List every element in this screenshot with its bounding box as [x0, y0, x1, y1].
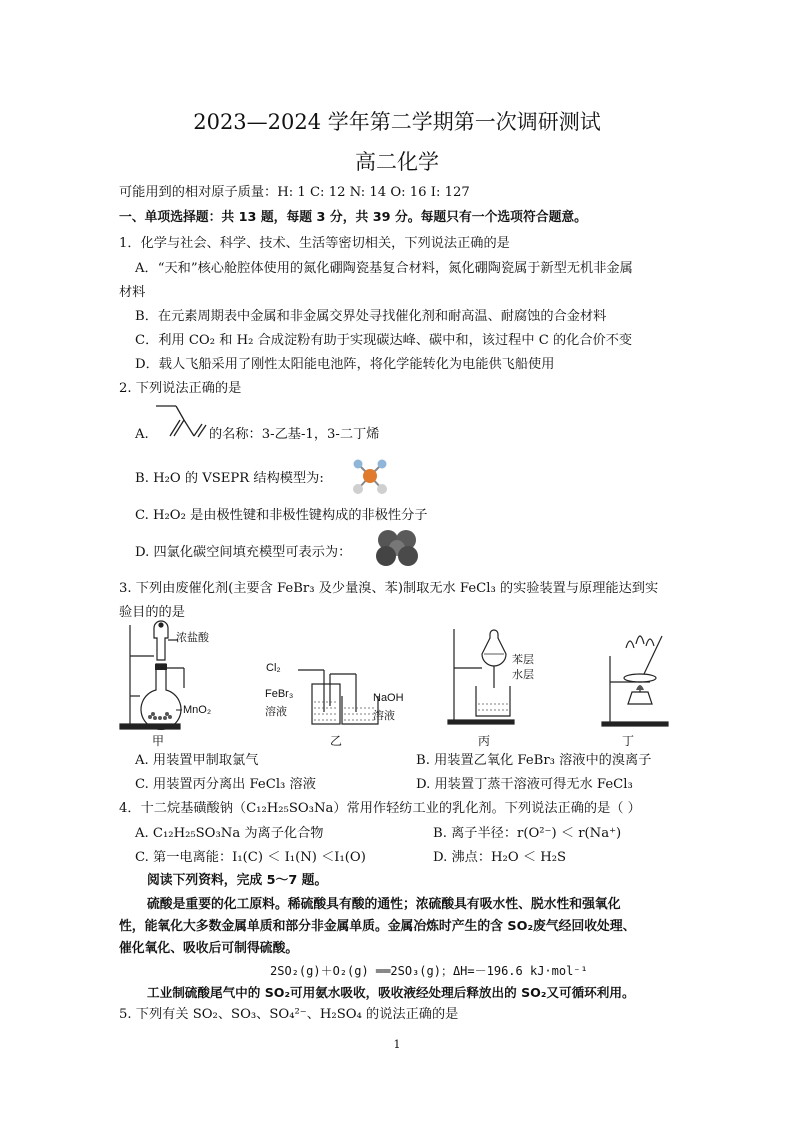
q1-option-b: B．在元素周期表中金属和非金属交界处寻找催化剂和耐高温、耐腐蚀的合金材料 — [135, 309, 607, 324]
exam-subtitle: 高二化学 — [355, 150, 439, 174]
q4-option-d: D. 沸点：H₂O ＜ H₂S — [433, 850, 567, 865]
caption-yi: 乙 — [330, 734, 343, 748]
reading-intro: 阅读下列资料，完成 5～7 题。 — [147, 873, 328, 888]
reading-paragraph-3: 催化氧化、吸收后可制得硫酸。 — [119, 941, 299, 956]
caption-bing: 丙 — [478, 734, 491, 748]
label-conc-hcl: 浓盐酸 — [176, 632, 209, 644]
q5-stem: 5. 下列有关 SO₂、SO₃、SO₄²⁻、H₂SO₄ 的说法正确的是 — [119, 1007, 459, 1022]
exam-title: 2023—2024 学年第二学期第一次调研测试 — [193, 110, 601, 134]
q2-option-d: D. 四氯化碳空间填充模型可表示为： — [135, 545, 352, 560]
label-cl2: Cl₂ — [266, 662, 281, 674]
q2-option-b: B. H₂O 的 VSEPR 结构模型为: — [135, 471, 324, 486]
ccl4-space-filling-model-figure — [374, 528, 420, 568]
q4-stem: 4．十二烷基磺酸钠（C₁₂H₂₅SO₃Na）常用作轻纺工业的乳化剂。下列说法正确的是（ ） — [119, 801, 641, 816]
page-number: 1 — [393, 1038, 401, 1051]
water-vsepr-model-figure — [350, 456, 390, 496]
reading-paragraph-2: 性，能氧化大多数金属单质和部分非金属单质。金属冶炼时产生的含 SO₂废气经回收处理、 — [119, 919, 636, 934]
reaction-equation: 2SO₂(g)＋O₂(g) ══2SO₃(g)；ΔH=－196.6 kJ·mol⁻¹ — [270, 964, 588, 978]
q1-option-c: C．利用 CO₂ 和 H₂ 合成淀粉有助于实现碳达峰、碳中和，该过程中 C 的化合价不变 — [135, 333, 633, 348]
q3-stem-cont: 验目的的是 — [119, 605, 185, 620]
q1-option-d: D．载人飞船采用了刚性太阳能电池阵，将化学能转化为电能供飞船使用 — [135, 357, 555, 372]
apparatus-ding — [600, 626, 680, 730]
skeletal-formula-figure — [150, 400, 210, 442]
q2-option-c: C. H₂O₂ 是由极性键和非极性键构成的非极性分子 — [135, 508, 428, 523]
atomic-mass-line: 可能用到的相对原子质量：H: 1 C: 12 N: 14 O: 16 I: 127 — [119, 185, 470, 200]
q3-option-c: C. 用装置丙分离出 FeCl₃ 溶液 — [135, 777, 316, 792]
label-benzene-layer: 苯层 — [512, 654, 534, 666]
q1-option-a: A．“天和”核心舱腔体使用的氮化硼陶瓷基复合材料，氮化硼陶瓷属于新型无机非金属 — [135, 261, 633, 276]
q3-option-b: B. 用装置乙氧化 FeBr₃ 溶液中的溴离子 — [416, 753, 652, 768]
q2-option-a-prefix: A. — [135, 427, 149, 442]
q3-option-d: D. 用装置丁蒸干溶液可得无水 FeCl₃ — [416, 777, 633, 792]
q3-stem: 3. 下列由废催化剂(主要含 FeBr₃ 及少量溴、苯)制取无水 FeCl₃ 的实验装置与原理能达到实 — [119, 581, 659, 596]
q4-option-b: B. 离子半径：r(O²⁻) ＜ r(Na⁺) — [433, 826, 622, 841]
label-naoh: NaOH — [373, 692, 404, 704]
q4-option-a: A. C₁₂H₂₅SO₃Na 为离子化合物 — [135, 826, 324, 841]
q2-stem: 2. 下列说法正确的是 — [119, 381, 242, 396]
reading-paragraph-1: 硫酸是重要的化工原料。稀硫酸具有酸的通性；浓硫酸具有吸水性、脱水性和强氧化 — [147, 897, 621, 912]
apparatus-jia — [118, 620, 228, 742]
label-mno2: MnO₂ — [183, 704, 212, 716]
q1-option-a-cont: 材料 — [119, 285, 146, 300]
q3-option-a: A. 用装置甲制取氯气 — [135, 753, 259, 768]
caption-ding: 丁 — [622, 734, 635, 748]
caption-jia: 甲 — [152, 734, 165, 748]
label-water-layer: 水层 — [512, 669, 534, 681]
section-heading: 一、单项选择题：共 13 题，每题 3 分，共 39 分。每题只有一个选项符合题意。 — [119, 210, 587, 225]
q4-option-c: C. 第一电离能：I₁(C) ＜ I₁(N) ＜I₁(O) — [135, 850, 366, 865]
q2-option-a-text: 的名称：3-乙基-1，3-二丁烯 — [209, 427, 380, 442]
reading-paragraph-4: 工业制硫酸尾气中的 SO₂可用氨水吸收，吸收液经处理后释放出的 SO₂又可循环利用。 — [147, 985, 635, 1000]
label-solution-1: 溶液 — [265, 706, 287, 718]
q1-stem: 1．化学与社会、科学、技术、生活等密切相关，下列说法正确的是 — [119, 236, 510, 251]
label-febr3: FeBr₃ — [265, 688, 294, 700]
label-solution-2: 溶液 — [373, 710, 395, 722]
